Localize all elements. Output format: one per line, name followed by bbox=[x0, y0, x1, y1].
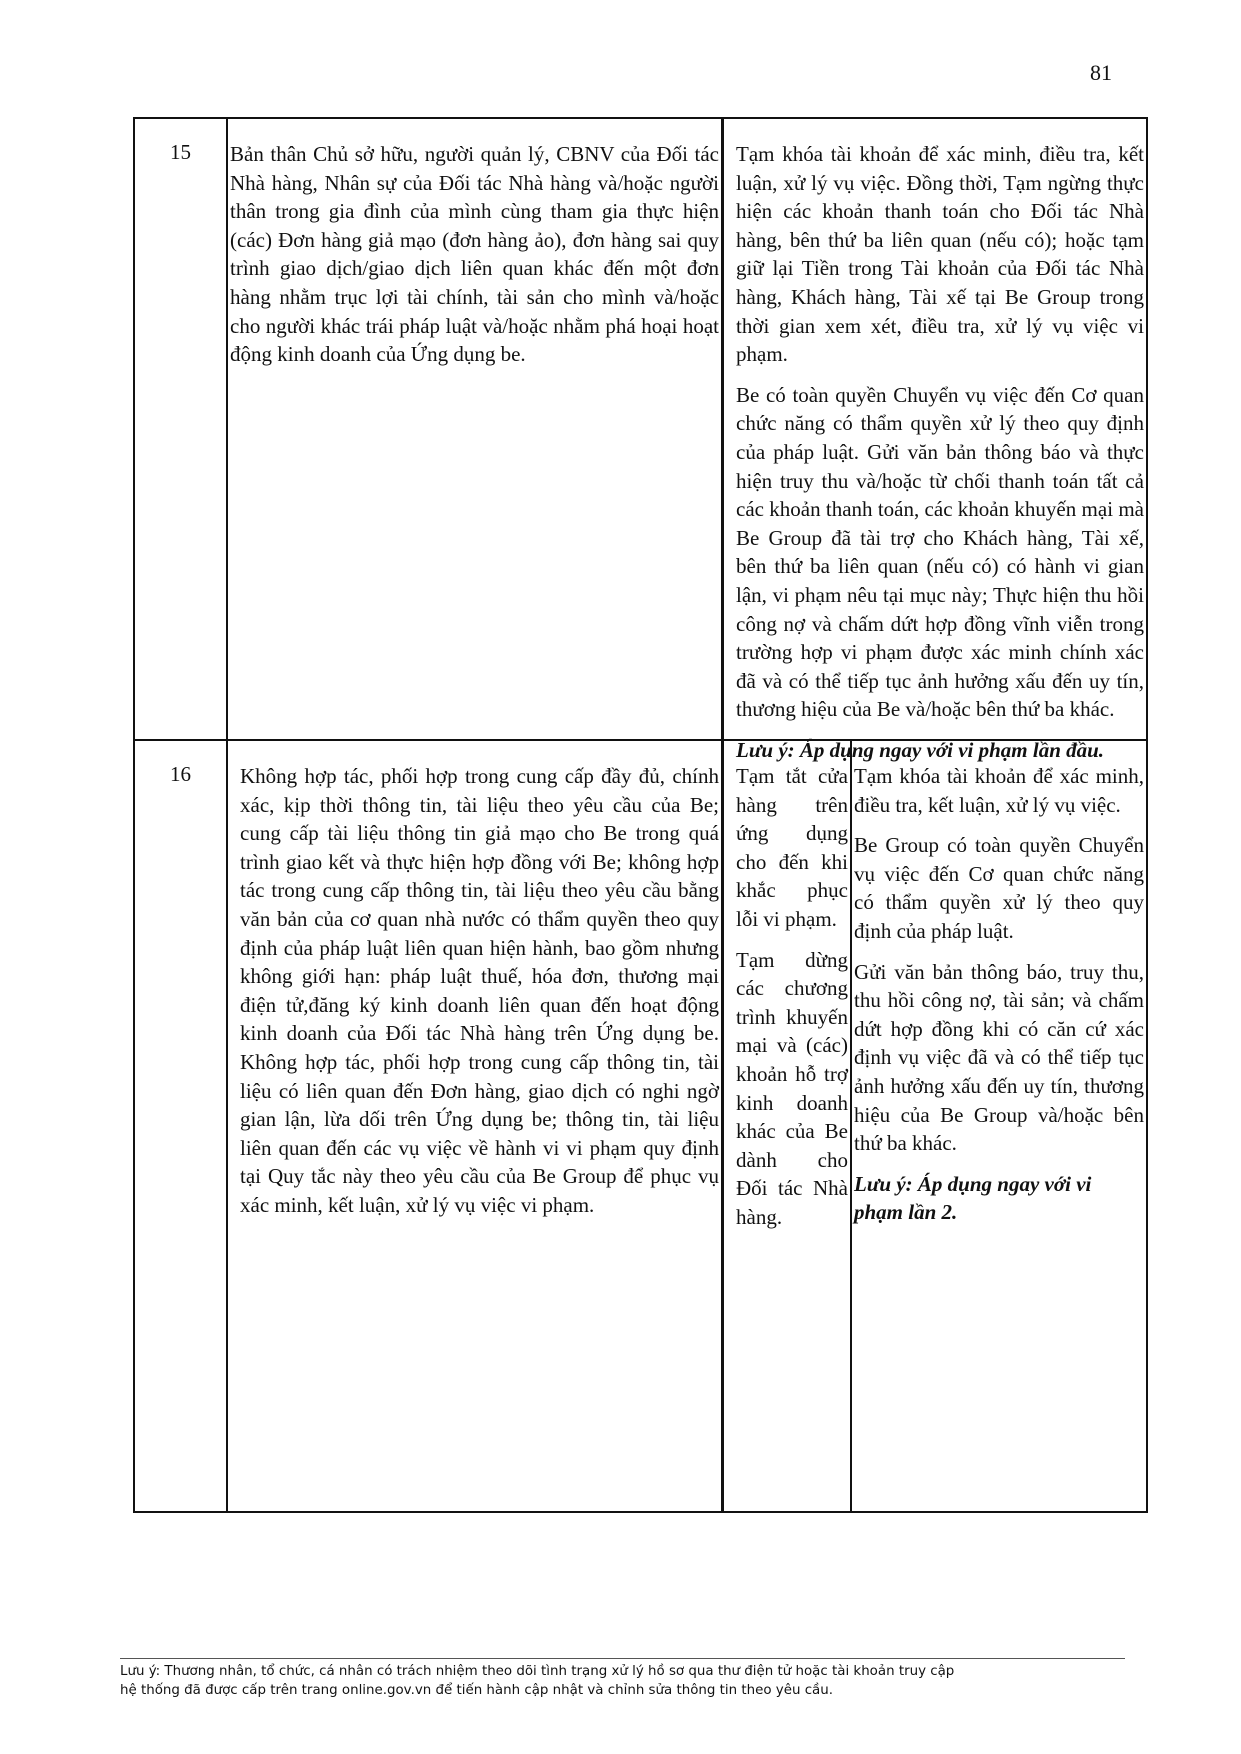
action-paragraph: Tạm dừng các chương trình khuyến mại và (các) khoản hỗ trợ kinh doanh khác của Be dành cho Đối tác Nhà hàng. bbox=[736, 947, 848, 1229]
action-paragraph: Gửi văn bản thông báo, truy thu, thu hồi công nợ, tài sản; và chấm dứt hợp đồng khi có căn cứ xác định vụ việc đã và có thể tiếp tục ảnh hưởng xấu đến uy tín, thương hiệu của Be Group và/hoặc bên thứ ba khác. bbox=[854, 959, 1144, 1156]
violation-description: Không hợp tác, phối hợp trong cung cấp đầy đủ, chính xác, kịp thời thông tin, tài liệu theo yêu cầu của Be; cung cấp tài liệu thông tin giả mạo cho Be trong quá trình giao kết và thực hiện hợp đồng với Be; không hợp tác trong cung cấp thông tin, tài liệu theo yêu cầu bằng văn bản của cơ quan nhà nước có thẩm quyền theo quy định của pháp luật liên quan hiện hành, bao gồm nhưng không giới hạn: pháp luật thuế, hóa đơn, thương mại điện tử,đăng ký kinh doanh liên quan đến hoạt động kinh doanh của Đối tác Nhà hàng trên Ứng dụng be. Không hợp tác, phối hợp trong cung cấp thông tin, tài liệu có liên quan đến Đơn hàng, giao dịch có nghi ngờ gian lận, lừa dối trên Ứng dụng be; thông tin, tài liệu liên quan đến các vụ việc về hành vi vi phạm quy định tại Quy tắc này theo yêu cầu của Be Group để phục vụ xác minh, kết luận, xử lý vụ việc vi phạm. bbox=[240, 764, 719, 1217]
first-violation-action-cell bbox=[724, 741, 852, 1511]
action-paragraph: Tạm khóa tài khoản để xác minh, điều tra, kết luận, xử lý vụ việc. bbox=[854, 764, 1144, 817]
table-row bbox=[135, 741, 1146, 1511]
action-paragraph: Tạm khóa tài khoản để xác minh, điều tra, kết luận, xử lý vụ việc. Đồng thời, Tạm ngừng thực hiện các khoản thanh toán cho Đối tác Nhà hàng, bên thứ ba liên quan (nếu có); hoặc tạm giữ lại Tiền trong Tài khoản của Đối tác Nhà hàng, Khách hàng, Tài xế tại Be Group trong thời gian xem xét, điều tra, xử lý vụ việc vi phạm. bbox=[736, 142, 1144, 367]
action-paragraph: Be có toàn quyền Chuyển vụ việc đến Cơ quan chức năng có thẩm quyền xử lý theo quy định của pháp luật. Gửi văn bản thông báo và thực hiện truy thu và/hoặc từ chối thanh toán tất cả các khoản thanh toán, các khoản khuyến mại mà Be Group đã tài trợ cho Khách hàng, Tài xế, bên thứ ba liên quan (nếu có) có hành vi gian lận, vi phạm nêu tại mục này; Thực hiện thu hồi công nợ và chấm dứt hợp đồng vĩnh viễn trong trường hợp vi phạm được xác minh chính xác đã và có thể tiếp tục ảnh hưởng xấu đến uy tín, thương hiệu của Be và/hoặc bên thứ ba khác. bbox=[736, 382, 1144, 722]
footer-line-2: hệ thống đã được cấp trên trang online.gov.vn để tiến hành cập nhật và chỉnh sửa thông tin theo yêu cầu. bbox=[120, 1683, 834, 1698]
footer-line-1: Lưu ý: Thương nhân, tổ chức, cá nhân có trách nhiệm theo dõi tình trạng xử lý hồ sơ qua thư điện tử hoặc tài khoản truy cập bbox=[120, 1664, 955, 1679]
action-paragraph: Be Group có toàn quyền Chuyển vụ việc đến Cơ quan chức năng có thẩm quyền xử lý theo quy định của pháp luật. bbox=[854, 833, 1144, 943]
violation-table bbox=[133, 117, 1148, 1513]
page-number: 81 bbox=[1090, 60, 1112, 85]
row-number: 15 bbox=[135, 119, 228, 739]
action-paragraph: Tạm tắt cửa hàng trên ứng dụng cho đến khi khắc phục lỗi vi phạm. bbox=[736, 764, 848, 931]
violation-description: Bản thân Chủ sở hữu, người quản lý, CBNV của Đối tác Nhà hàng, Nhân sự của Đối tác Nhà hàng và/hoặc người thân trong gia đình của mình cùng tham gia thực hiện (các) Đơn hàng giả mạo (đơn hàng ảo), đơn hàng sai quy trình giao dịch/giao dịch liên quan khác đến một đơn hàng nhằm trục lợi tài chính, tài sản cho mình và/hoặc cho người khác trái pháp luật và/hoặc nhằm phá hoại hoạt động kinh doanh của Ứng dụng be. bbox=[230, 142, 719, 367]
action-note: Lưu ý: Áp dụng ngay với vi phạm lần 2. bbox=[854, 1171, 1092, 1225]
footer-note bbox=[120, 1662, 1140, 1700]
violation-description-cell bbox=[228, 741, 724, 1511]
row-number: 16 bbox=[135, 741, 228, 1511]
action-cell bbox=[724, 119, 1146, 762]
violation-description-cell bbox=[228, 119, 724, 739]
table-row bbox=[135, 119, 1146, 762]
second-violation-action-cell bbox=[852, 741, 1146, 1511]
action-note: Lưu ý: Áp dụng ngay với vi phạm lần đầu. bbox=[736, 737, 1105, 762]
footer-divider bbox=[120, 1658, 1125, 1659]
